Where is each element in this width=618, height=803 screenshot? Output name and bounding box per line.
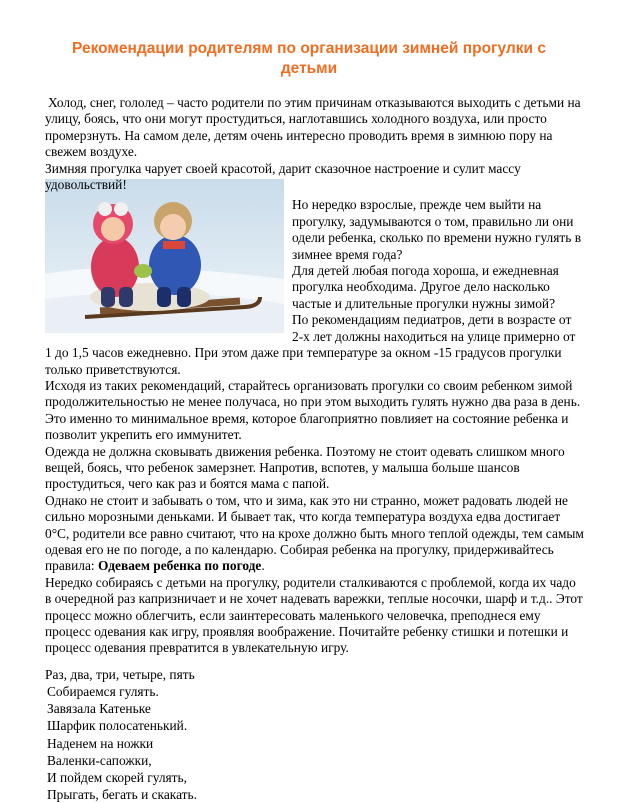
organize-paragraph: Исходя из таких рекомендаций, старайтесь организовать прогулки со своим ребенком зимой продолжительностью не менее получаса, но при этом выходить гулять нужно два раза в день. Это именно то минимальное время, которое благоприятно повлияет на состояние ребенка и позволит укрепить его иммунитет. (45, 377, 581, 443)
charm-paragraph: Зимняя прогулка чарует своей красотой, дарит сказочное настроение и сулит массу удовольствий! (45, 160, 521, 193)
forget-paragraph (45, 493, 585, 575)
poem (45, 666, 585, 803)
poem-line: Прыгать, бегать и скакать. (47, 787, 197, 803)
poem-line: Валенки-сапожки, (47, 752, 152, 768)
weather-paragraph: Для детей любая погода хороша, и ежедневная прогулка необходима. Другое дело насколько частые и длительные прогулки нужны зимой? (292, 263, 559, 311)
poem-line: Наденем на ножки (47, 735, 154, 751)
poem-line: Шарфик полосатенький. (47, 718, 188, 734)
forget-end: . (261, 558, 265, 574)
poem-line: Раз, два, три, четыре, пять (45, 666, 195, 682)
pediatric-paragraph: По рекомендациям педиатров, дети в возрасте от 2-х лет должны находиться на улице примерно от 1 до 1,5 часов ежедневно. При этом даже при температуре за окном -15 градусов прогулки только приветствуются. (45, 312, 576, 377)
page-title: Рекомендации родителям по организации зимней прогулки с детьми (72, 40, 546, 77)
intro-paragraph: Холод, снег, гололед – часто родители по этим причинам отказываются выходить с детьми на улицу, боясь, что они могут простудиться, наглотавшись холодного воздуха, или просто промерзнуть. На самом деле, детям очень интересно проводить время в зимнюю пору на свежем воздухе. (45, 95, 581, 160)
adults-paragraph: Но нередко взрослые, прежде чем выйти на прогулку, задумываются о том, правильно ли они одели ребенка, сколько по времени нужно гулять в зимнее время года? (292, 197, 582, 262)
poem-line: Завязала Катеньке (47, 701, 151, 717)
article-body (45, 95, 585, 803)
poem-line: Собираемся гулять. (47, 684, 159, 700)
poem-line: И пойдем скорей гулять, (47, 770, 187, 786)
game-paragraph: Нередко собираясь с детьми на прогулку, родители сталкиваются с проблемой, когда их чадо в очередной раз капризничает и не хочет надевать варежки, теплые носочки, шарф и т.д.. Этот процесс можно облегчить, если заинтересовать маленького человечка, преподнеся ему процесс одевания как игру, проявляя воображение. Почитайте ребенку стишки и потешки и процесс одевания превратится в увлекательную игру. (45, 574, 583, 656)
weather-rule: Одеваем ребенка по погоде (98, 558, 262, 574)
children-on-sled-image (45, 179, 284, 333)
forget-text: Однако не стоит и забывать о том, что и зима, как это ни странно, может радовать людей не сильно морозными деньками. И бывает так, что когда температура воздуха едва достигает 0°С, родители все равно считают, что на крохе должно быть много теплой одежды, тем самым одевая его не по погоде, а по календарю. Собирая ребенка на прогулку, придерживайтесь правила: (45, 492, 584, 574)
children-on-sled-photo (45, 179, 284, 333)
clothes-paragraph: Одежда не должна сковывать движения ребенка. Поэтому не стоит одевать слишком много вещей, боясь, что ребенок замерзнет. Напротив, вспотев, у малыша больше шансов простудиться, чего как раз и боятся мама с папой. (45, 443, 565, 492)
